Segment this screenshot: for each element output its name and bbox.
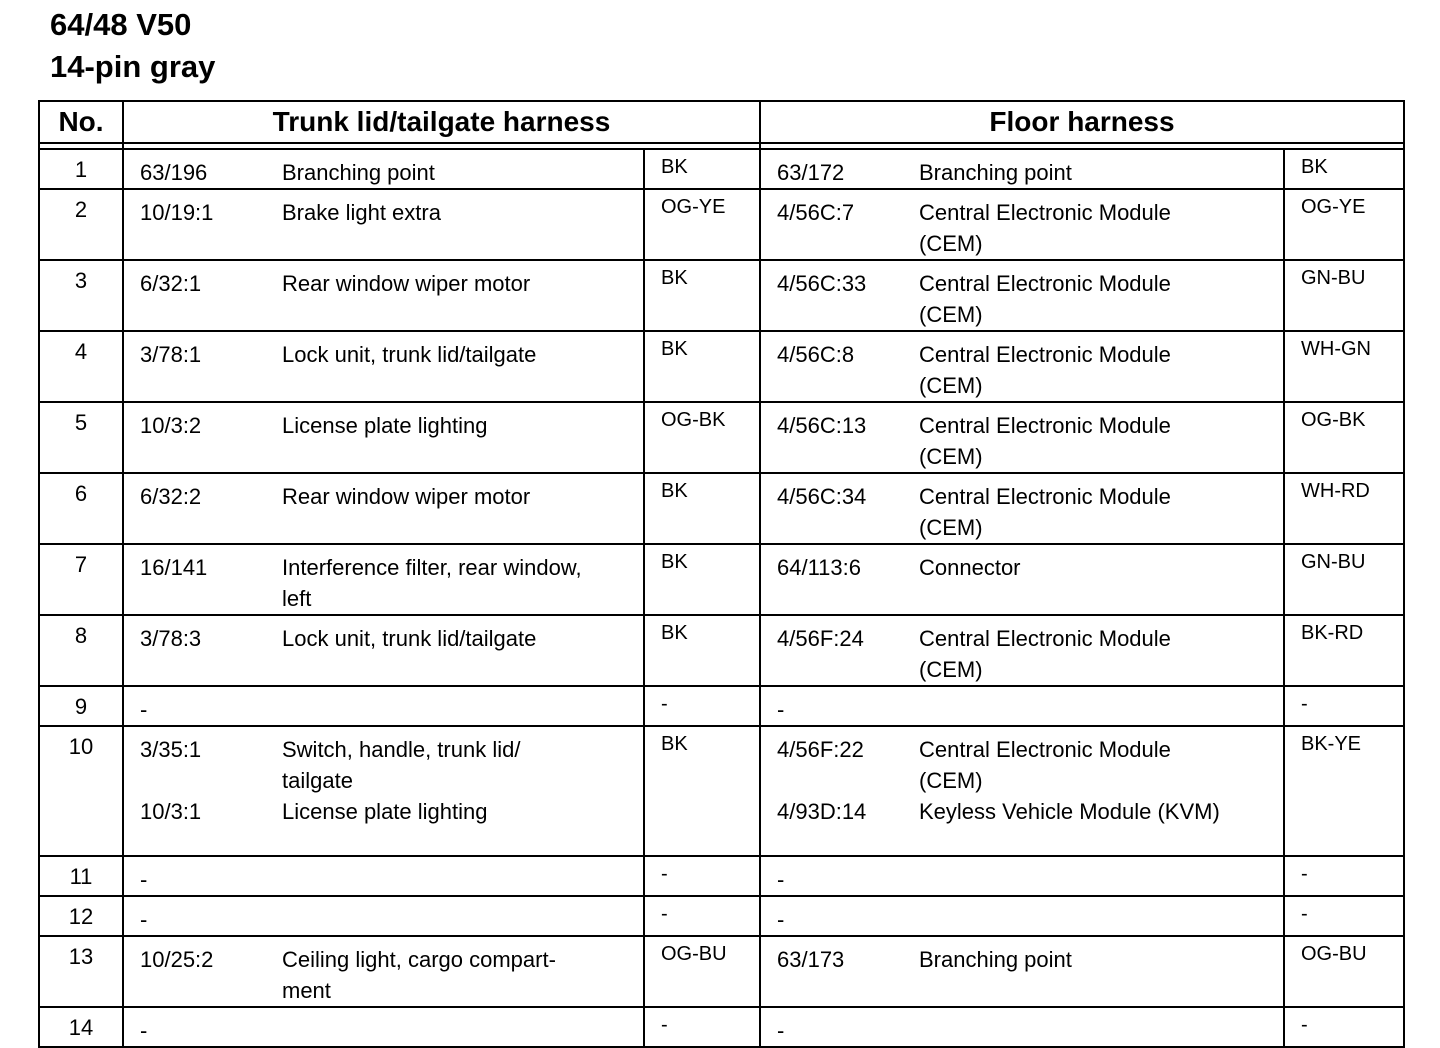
component-ref: 64/113:6	[777, 555, 862, 580]
trunk-harness-cell	[123, 544, 644, 615]
description-line: (CEM)	[919, 373, 983, 398]
floor-wire-color: -	[1284, 856, 1404, 896]
trunk-entry	[124, 944, 643, 1006]
table-row	[39, 260, 1404, 331]
description-line: License plate lighting	[282, 799, 488, 824]
floor-wire-color: BK-YE	[1284, 726, 1404, 856]
document-title	[50, 4, 215, 88]
trunk-entry	[124, 864, 643, 895]
description-line: Rear window wiper motor	[282, 271, 531, 296]
trunk-entry	[124, 694, 643, 725]
component-description	[282, 904, 643, 935]
description-line: Interference filter, rear window,	[282, 555, 582, 580]
description-line: License plate lighting	[282, 413, 488, 438]
pin-number: 10	[39, 726, 123, 856]
component-description	[919, 734, 1283, 796]
trunk-harness-cell	[123, 1007, 644, 1047]
trunk-entry	[124, 734, 643, 796]
pin-number: 3	[39, 260, 123, 331]
description-line: Connector	[919, 555, 1021, 580]
component-ref: -	[777, 1018, 785, 1043]
description-line: Ceiling light, cargo compart-	[282, 947, 556, 972]
description-line: Central Electronic Module	[919, 413, 1171, 438]
component-description	[919, 339, 1283, 401]
component-ref: -	[140, 697, 148, 722]
table-row	[39, 473, 1404, 544]
description-line: Rear window wiper motor	[282, 484, 531, 509]
component-ref: 4/56C:34	[777, 484, 867, 509]
floor-harness-cell	[760, 331, 1284, 402]
component-ref: -	[777, 907, 785, 932]
floor-entry	[761, 157, 1283, 188]
component-description	[282, 197, 643, 228]
trunk-entry	[124, 410, 643, 441]
floor-harness-cell	[760, 260, 1284, 331]
component-ref: -	[777, 867, 785, 892]
floor-entry	[761, 904, 1283, 935]
floor-harness-cell	[760, 615, 1284, 686]
floor-wire-color: -	[1284, 1007, 1404, 1047]
trunk-harness-cell	[123, 686, 644, 726]
component-ref: 6/32:2	[140, 484, 202, 509]
floor-wire-color: WH-GN	[1284, 331, 1404, 402]
table-header-row	[39, 101, 1404, 143]
component-ref: 4/56C:8	[777, 342, 855, 367]
floor-harness-cell	[760, 1007, 1284, 1047]
trunk-harness-cell	[123, 189, 644, 260]
floor-entry	[761, 796, 1283, 827]
trunk-harness-cell	[123, 896, 644, 936]
floor-harness-cell	[760, 936, 1284, 1007]
trunk-wire-color: -	[644, 1007, 760, 1047]
trunk-entry	[124, 623, 643, 654]
floor-entry	[761, 339, 1283, 401]
floor-wire-color: OG-YE	[1284, 189, 1404, 260]
trunk-entry	[124, 1015, 643, 1046]
description-line: ment	[282, 978, 331, 1003]
description-line: Brake light extra	[282, 200, 441, 225]
description-line: Central Electronic Module	[919, 737, 1171, 762]
floor-entry	[761, 268, 1283, 330]
floor-entry	[761, 481, 1283, 543]
component-description	[282, 268, 643, 299]
component-description	[919, 1015, 1283, 1046]
component-description	[282, 481, 643, 512]
component-ref: 10/25:2	[140, 947, 214, 972]
component-description	[919, 197, 1283, 259]
floor-harness-cell	[760, 856, 1284, 896]
component-ref: 3/78:3	[140, 626, 202, 651]
description-line: (CEM)	[919, 768, 983, 793]
component-ref: -	[140, 907, 148, 932]
component-description	[282, 944, 643, 1006]
component-ref: 4/93D:14	[777, 799, 867, 824]
pin-rows	[39, 149, 1404, 1047]
component-ref: 63/173	[777, 947, 845, 972]
component-description	[282, 623, 643, 654]
pin-number: 7	[39, 544, 123, 615]
floor-wire-color: BK-RD	[1284, 615, 1404, 686]
trunk-entry	[124, 904, 643, 935]
pin-number: 5	[39, 402, 123, 473]
component-description	[919, 481, 1283, 543]
component-description	[282, 694, 643, 725]
floor-entry	[761, 1015, 1283, 1046]
component-ref: 4/56F:22	[777, 737, 864, 762]
floor-wire-color: GN-BU	[1284, 544, 1404, 615]
pin-number: 11	[39, 856, 123, 896]
component-description	[282, 339, 643, 370]
floor-harness-cell	[760, 402, 1284, 473]
floor-harness-cell	[760, 189, 1284, 260]
description-line: tailgate	[282, 768, 353, 793]
component-ref: 63/172	[777, 160, 845, 185]
floor-entry	[761, 552, 1283, 583]
component-description	[919, 864, 1283, 895]
trunk-harness-cell	[123, 936, 644, 1007]
component-description	[919, 796, 1283, 827]
floor-entry	[761, 864, 1283, 895]
floor-entry	[761, 623, 1283, 685]
trunk-wire-color: OG-BU	[644, 936, 760, 1007]
description-line: Keyless Vehicle Module (KVM)	[919, 799, 1220, 824]
table-row	[39, 936, 1404, 1007]
trunk-entry	[124, 157, 643, 188]
component-description	[282, 796, 643, 827]
component-description	[919, 268, 1283, 330]
component-ref: 10/3:2	[140, 413, 202, 438]
table-row	[39, 544, 1404, 615]
floor-wire-color: -	[1284, 896, 1404, 936]
description-line: (CEM)	[919, 657, 983, 682]
pin-number: 4	[39, 331, 123, 402]
component-description	[919, 944, 1283, 975]
trunk-harness-cell	[123, 726, 644, 856]
component-description	[282, 157, 643, 188]
pin-number: 2	[39, 189, 123, 260]
trunk-wire-color: -	[644, 686, 760, 726]
floor-wire-color: GN-BU	[1284, 260, 1404, 331]
trunk-harness-cell	[123, 402, 644, 473]
trunk-entry	[124, 197, 643, 228]
trunk-entry	[124, 268, 643, 299]
table-row	[39, 615, 1404, 686]
trunk-wire-color: -	[644, 896, 760, 936]
trunk-entry	[124, 339, 643, 370]
component-ref: 4/56F:24	[777, 626, 864, 651]
trunk-entry	[124, 552, 643, 614]
floor-entry	[761, 197, 1283, 259]
table-row	[39, 149, 1404, 189]
floor-harness-cell	[760, 726, 1284, 856]
component-ref: 10/19:1	[140, 200, 214, 225]
trunk-wire-color: BK	[644, 149, 760, 189]
title-connector-id: 64/48 V50	[50, 7, 192, 42]
floor-entry	[761, 694, 1283, 725]
component-ref: 3/78:1	[140, 342, 202, 367]
description-line: Branching point	[919, 947, 1072, 972]
floor-harness-cell	[760, 149, 1284, 189]
description-line: (CEM)	[919, 302, 983, 327]
table-row	[39, 856, 1404, 896]
component-description	[282, 734, 643, 796]
description-line: Central Electronic Module	[919, 342, 1171, 367]
description-line: Branching point	[919, 160, 1072, 185]
pin-number: 1	[39, 149, 123, 189]
floor-wire-color: -	[1284, 686, 1404, 726]
component-ref: 4/56C:7	[777, 200, 855, 225]
component-ref: 63/196	[140, 160, 208, 185]
component-description	[919, 410, 1283, 472]
trunk-harness-cell	[123, 615, 644, 686]
pin-number: 8	[39, 615, 123, 686]
trunk-entry	[124, 481, 643, 512]
floor-entry	[761, 944, 1283, 975]
trunk-harness-cell	[123, 856, 644, 896]
component-ref: 4/56C:13	[777, 413, 867, 438]
component-description	[919, 623, 1283, 685]
component-ref: -	[140, 867, 148, 892]
component-description	[919, 157, 1283, 188]
pinout-table	[38, 100, 1405, 1048]
floor-wire-color: BK	[1284, 149, 1404, 189]
description-line: Central Electronic Module	[919, 626, 1171, 651]
description-line: (CEM)	[919, 444, 983, 469]
description-line: Branching point	[282, 160, 435, 185]
pin-number: 14	[39, 1007, 123, 1047]
table-row	[39, 1007, 1404, 1047]
description-line: Switch, handle, trunk lid/	[282, 737, 521, 762]
component-ref: 3/35:1	[140, 737, 202, 762]
component-description	[919, 552, 1283, 583]
pin-number: 9	[39, 686, 123, 726]
table-row	[39, 402, 1404, 473]
table-row	[39, 896, 1404, 936]
table-row	[39, 331, 1404, 402]
component-description	[282, 1015, 643, 1046]
description-line: left	[282, 586, 312, 611]
floor-entry	[761, 410, 1283, 472]
floor-harness-cell	[760, 473, 1284, 544]
floor-entry	[761, 734, 1283, 796]
trunk-wire-color: BK	[644, 544, 760, 615]
floor-wire-color: OG-BU	[1284, 936, 1404, 1007]
trunk-harness-cell	[123, 473, 644, 544]
component-ref: -	[777, 697, 785, 722]
pin-number: 13	[39, 936, 123, 1007]
header-floor-harness: Floor harness	[760, 101, 1404, 143]
header-trunk-harness: Trunk lid/tailgate harness	[123, 101, 760, 143]
description-line: Central Electronic Module	[919, 484, 1171, 509]
component-ref: 6/32:1	[140, 271, 202, 296]
floor-wire-color: OG-BK	[1284, 402, 1404, 473]
floor-harness-cell	[760, 896, 1284, 936]
description-line: (CEM)	[919, 231, 983, 256]
component-description	[282, 864, 643, 895]
component-ref: 4/56C:33	[777, 271, 867, 296]
component-ref: 16/141	[140, 555, 208, 580]
trunk-wire-color: BK	[644, 473, 760, 544]
floor-wire-color: WH-RD	[1284, 473, 1404, 544]
trunk-harness-cell	[123, 331, 644, 402]
trunk-wire-color: BK	[644, 615, 760, 686]
table-row	[39, 686, 1404, 726]
title-connector-type: 14-pin gray	[50, 49, 216, 84]
description-line: Central Electronic Module	[919, 200, 1171, 225]
description-line: Lock unit, trunk lid/tailgate	[282, 626, 537, 651]
trunk-entry	[124, 796, 643, 827]
pin-number: 12	[39, 896, 123, 936]
trunk-wire-color: BK	[644, 726, 760, 856]
table-row	[39, 189, 1404, 260]
trunk-wire-color: -	[644, 856, 760, 896]
description-line: Central Electronic Module	[919, 271, 1171, 296]
floor-harness-cell	[760, 544, 1284, 615]
pin-number: 6	[39, 473, 123, 544]
header-no: No.	[39, 101, 123, 143]
description-line: (CEM)	[919, 515, 983, 540]
description-line: Lock unit, trunk lid/tailgate	[282, 342, 537, 367]
component-description	[282, 552, 643, 614]
component-description	[282, 410, 643, 441]
trunk-wire-color: OG-YE	[644, 189, 760, 260]
component-description	[919, 694, 1283, 725]
component-ref: 10/3:1	[140, 799, 202, 824]
trunk-wire-color: BK	[644, 331, 760, 402]
table-row	[39, 726, 1404, 856]
trunk-harness-cell	[123, 149, 644, 189]
floor-harness-cell	[760, 686, 1284, 726]
component-ref: -	[140, 1018, 148, 1043]
trunk-wire-color: OG-BK	[644, 402, 760, 473]
trunk-harness-cell	[123, 260, 644, 331]
component-description	[919, 904, 1283, 935]
trunk-wire-color: BK	[644, 260, 760, 331]
